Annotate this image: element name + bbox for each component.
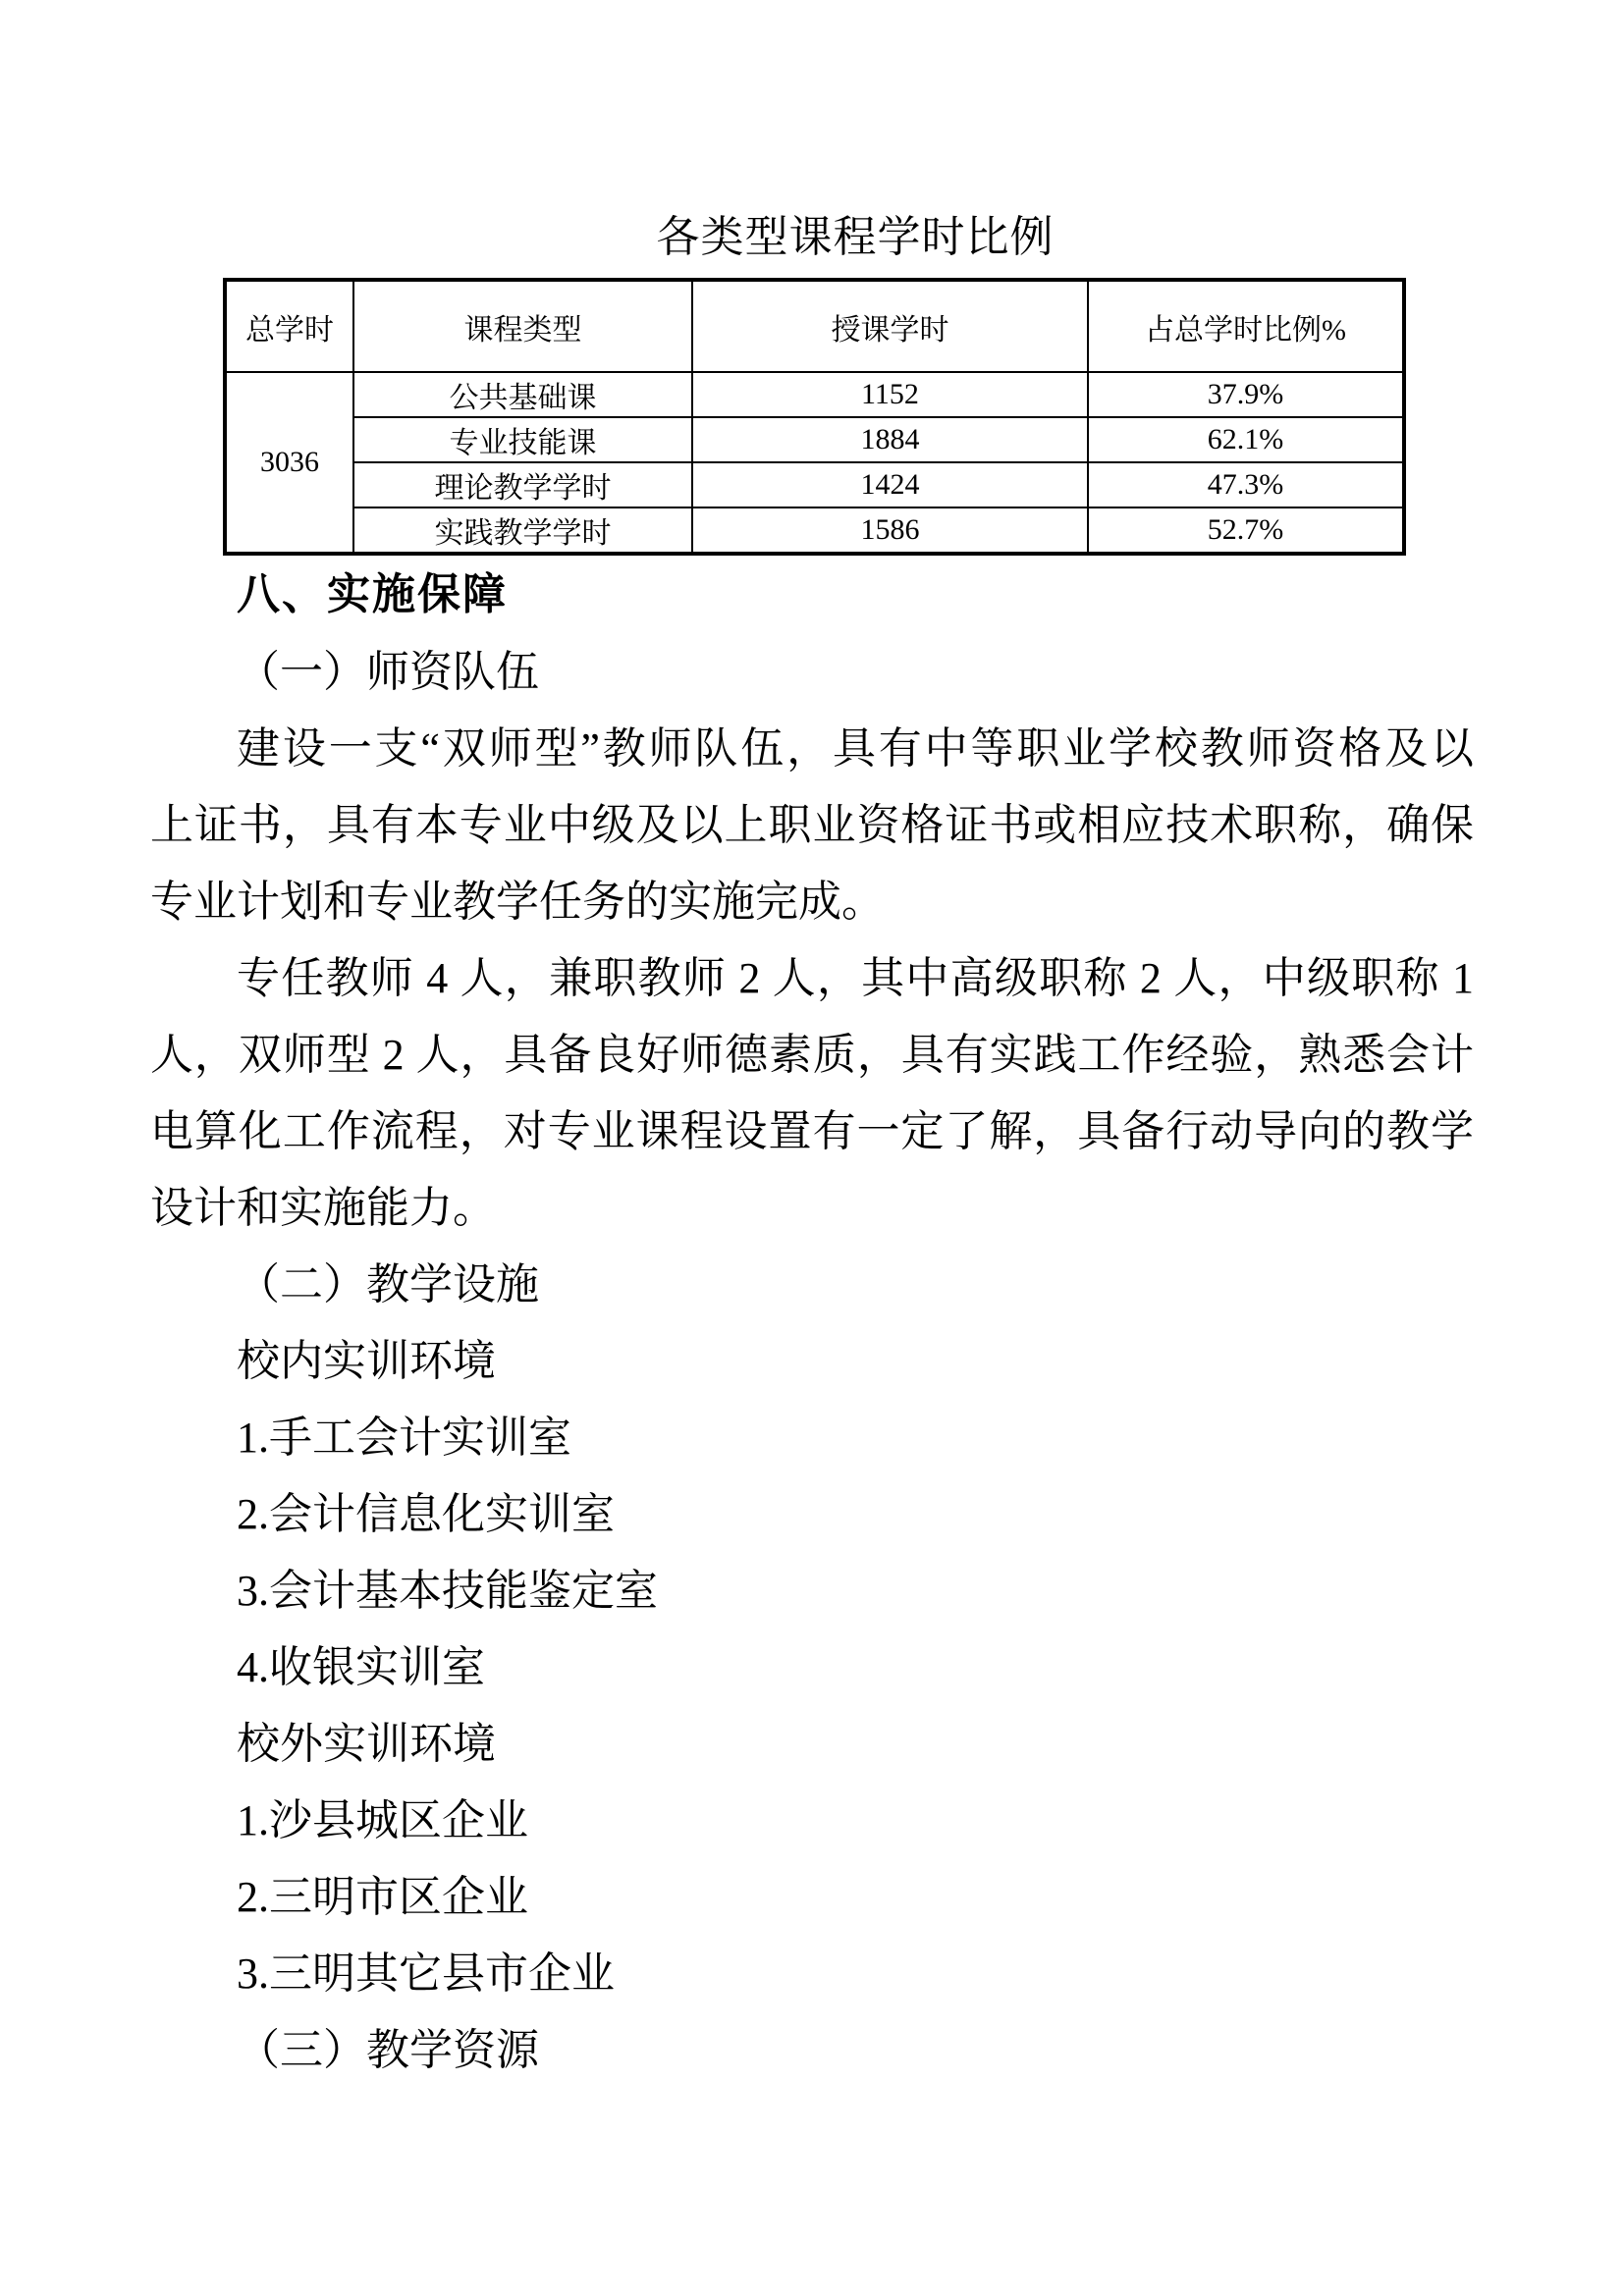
paragraph-line: 电算化工作流程，对专业课程设置有一定了解，具备行动导向的教学	[150, 1107, 1474, 1155]
list-item: 1.手工会计实训室	[237, 1414, 571, 1462]
list-item: 2.会计信息化实训室	[237, 1490, 615, 1538]
course-type-cell: 实践教学学时	[353, 507, 692, 554]
percent-cell: 47.3%	[1088, 462, 1404, 507]
paragraph-line: 设计和实施能力。	[150, 1184, 496, 1232]
course-type-cell: 理论教学学时	[353, 462, 692, 507]
list-item: 4.收银实训室	[237, 1643, 485, 1691]
table-row	[225, 507, 1404, 554]
percent-cell: 37.9%	[1088, 372, 1404, 417]
hours-cell: 1586	[692, 507, 1088, 554]
subsection-title-teachers: （一）师资队伍	[237, 648, 539, 696]
paragraph-line: 专业计划和专业教学任务的实施完成。	[150, 878, 885, 926]
paragraph-line: 建设一支“双师型”教师队伍，具有中等职业学校教师资格及以	[237, 724, 1474, 773]
paragraph-line: 上证书，具有本专业中级及以上职业资格证书或相应技术职称，确保	[150, 801, 1474, 849]
table-title: 各类型课程学时比例	[656, 213, 1055, 261]
body-content	[150, 556, 1474, 2089]
course-hours-table	[223, 278, 1406, 556]
table-row	[225, 372, 1404, 417]
table-header-row	[225, 280, 1404, 372]
paragraph-line: 专任教师 4 人，兼职教师 2 人，其中高级职称 2 人，中级职称 1	[237, 954, 1474, 1002]
hours-cell: 1424	[692, 462, 1088, 507]
paragraph-line: 人，双师型 2 人，具备良好师德素质，具有实践工作经验，熟悉会计	[150, 1031, 1474, 1079]
list-item: 3.三明其它县市企业	[237, 1949, 615, 1998]
subsection-title-facilities: （二）教学设施	[237, 1260, 539, 1308]
total-hours-cell: 3036	[225, 372, 353, 554]
list-item: 3.会计基本技能鉴定室	[237, 1567, 658, 1615]
hours-cell: 1884	[692, 417, 1088, 462]
hours-cell: 1152	[692, 372, 1088, 417]
percent-cell: 52.7%	[1088, 507, 1404, 554]
header-course-type: 课程类型	[353, 280, 692, 372]
header-total-hours: 总学时	[225, 280, 353, 372]
course-type-cell: 公共基础课	[353, 372, 692, 417]
outdoor-training-label: 校外实训环境	[237, 1720, 496, 1768]
section-heading: 八、实施保障	[237, 570, 508, 618]
indoor-training-label: 校内实训环境	[237, 1337, 496, 1385]
percent-cell: 62.1%	[1088, 417, 1404, 462]
table-row	[225, 462, 1404, 507]
header-teaching-hours: 授课学时	[692, 280, 1088, 372]
subsection-title-resources: （三）教学资源	[237, 2026, 539, 2074]
header-percent: 占总学时比例%	[1088, 280, 1404, 372]
table-row	[225, 417, 1404, 462]
list-item: 1.沙县城区企业	[237, 1796, 528, 1844]
list-item: 2.三明市区企业	[237, 1873, 528, 1921]
course-type-cell: 专业技能课	[353, 417, 692, 462]
